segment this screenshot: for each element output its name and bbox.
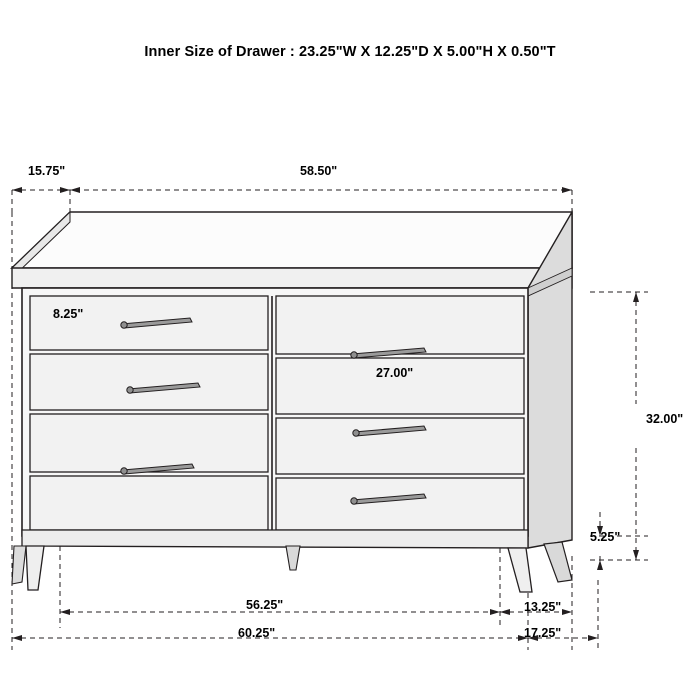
drawer-left-fourth — [30, 476, 268, 530]
page-title: Inner Size of Drawer : 23.25"W X 12.25"D X 5.00"H X 0.50"T — [144, 44, 556, 60]
dimension-drawer-width: 27.00" — [376, 366, 414, 380]
dimension-base-width-inner: 56.25" — [246, 598, 284, 612]
drawer-right-bottom — [276, 418, 524, 474]
dimension-base-width-outer: 60.25" — [238, 626, 276, 640]
dimension-total-height: 32.00" — [646, 412, 684, 426]
top-front-edge — [12, 268, 572, 288]
drawer-left-middle — [30, 354, 268, 410]
leg-front-right — [508, 548, 532, 592]
dimension-width-top: 58.50" — [300, 164, 338, 178]
dimension-drawer-height: 8.25" — [53, 307, 84, 321]
drawer-right-top — [276, 296, 524, 354]
dimension-base-depth-inner: 13.25" — [524, 600, 562, 614]
leg-center-rear — [286, 546, 300, 570]
leg-front-left — [26, 546, 44, 590]
dimension-depth-top: 15.75" — [28, 164, 66, 178]
leg-rear-right — [544, 542, 572, 582]
drawer-right-fourth — [276, 478, 524, 530]
dresser-body — [12, 212, 572, 592]
dimension-base-depth-outer: 17.25" — [524, 626, 562, 640]
dresser-top-surface — [12, 212, 572, 268]
dimension-leg-height: 5.25" — [590, 530, 621, 544]
bottom-rail — [22, 530, 528, 548]
drawer-left-bottom — [30, 414, 268, 472]
leg-rear-left — [12, 546, 26, 584]
